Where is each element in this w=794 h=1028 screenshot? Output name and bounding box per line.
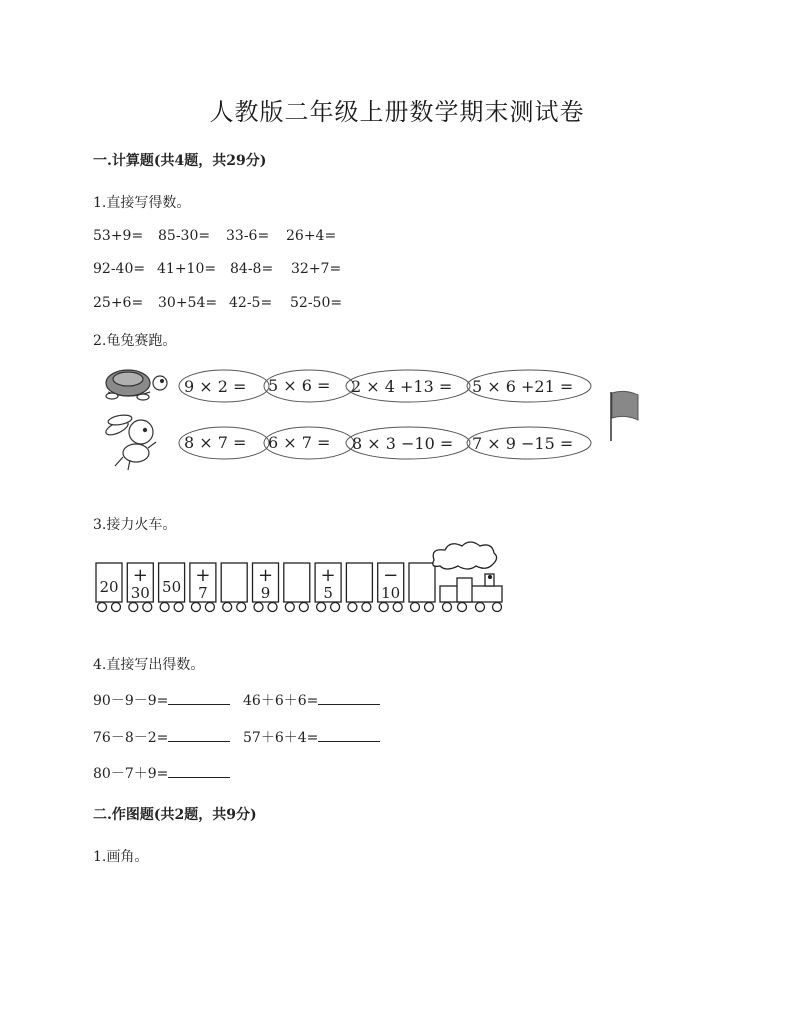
train-car-number: 7 (198, 584, 208, 602)
train-wheel (268, 603, 277, 612)
train-wheel (331, 603, 340, 612)
arith-item: 33-6= (226, 228, 270, 244)
train-car-number: 5 (323, 584, 333, 602)
answer-blank[interactable] (168, 763, 230, 778)
train-car (159, 563, 185, 612)
train-car (96, 563, 122, 612)
arith-item: 26+4= (286, 228, 337, 244)
arith-item: 52-50= (290, 295, 343, 311)
arith-item: 41+10= (157, 261, 217, 277)
train-wheel (317, 603, 326, 612)
train-wheel (254, 603, 263, 612)
train-car-number: 30 (130, 584, 150, 602)
race-expression: 9 × 2 = (184, 377, 247, 396)
train-wheel (160, 603, 169, 612)
train-wheel (143, 603, 152, 612)
fill-item: 80－7＋9= (93, 763, 168, 783)
train-car-operator: + (257, 565, 274, 586)
race-expression: 2 × 4 +13 = (351, 377, 453, 396)
question-5-prompt: 1.画角。 (93, 849, 149, 865)
train-wheel (98, 603, 107, 612)
race-expression: 5 × 6 = (268, 376, 331, 395)
train-car-operator: − (383, 565, 399, 586)
train-wheel (425, 603, 434, 612)
train-car-box (409, 563, 435, 602)
train-wheel (205, 603, 214, 612)
race-expression: 7 × 9 −15 = (472, 434, 574, 453)
train-car-operator: + (132, 565, 148, 586)
train-car-operator: + (320, 565, 336, 586)
train-car-number: 10 (381, 584, 401, 602)
answer-blank[interactable] (318, 727, 380, 742)
arith-item: 32+7= (291, 261, 342, 277)
question-1-prompt: 1.直接写得数。 (93, 195, 191, 211)
locomotive-icon (433, 542, 502, 612)
section-heading-drawing: 二.作图题(共2题，共9分) (93, 807, 257, 823)
race-expression: 5 × 6 +21 = (472, 377, 574, 396)
train-car (378, 563, 404, 612)
arith-item: 92-40= (93, 261, 146, 277)
arith-item: 30+54= (158, 295, 218, 311)
fill-item: 46＋6＋6= (243, 690, 318, 710)
answer-blank[interactable] (318, 690, 380, 705)
turtle-icon (106, 370, 167, 400)
arith-item: 42-5= (229, 295, 273, 311)
question-3-prompt: 3.接力火车。 (93, 517, 177, 533)
train-wheel (348, 603, 357, 612)
train-wheel (191, 603, 200, 612)
train-car-box (221, 563, 247, 602)
race-expression: 6 × 7 = (268, 433, 331, 452)
train-wheel (285, 603, 294, 612)
train-car (346, 563, 372, 612)
arith-item: 85-30= (158, 228, 211, 244)
question-2-prompt: 2.龟兔赛跑。 (93, 333, 177, 349)
answer-blank[interactable] (168, 727, 230, 742)
finish-flag-icon (611, 391, 638, 441)
train-car (284, 563, 310, 612)
train-wheel (237, 603, 246, 612)
train-wheel (411, 603, 420, 612)
train-car (253, 563, 279, 612)
train-car-number: 50 (162, 578, 182, 596)
race-expression: 8 × 3 −10 = (352, 434, 454, 453)
train-wheel (299, 603, 308, 612)
relay-train (96, 563, 435, 612)
train-car (127, 563, 153, 612)
train-car (190, 563, 216, 612)
answer-blank[interactable] (168, 690, 230, 705)
arith-item: 53+9= (93, 228, 144, 244)
train-car-number: 20 (99, 578, 119, 596)
train-car-box (284, 563, 310, 602)
train-wheel (129, 603, 138, 612)
train-wheel (112, 603, 121, 612)
page-title: 人教版二年级上册数学期末测试卷 (209, 98, 585, 126)
train-wheel (393, 603, 402, 612)
arith-item: 25+6= (93, 295, 144, 311)
rabbit-icon (104, 413, 156, 470)
train-wheel (362, 603, 371, 612)
train-car (409, 563, 435, 612)
train-wheel (223, 603, 232, 612)
arith-item: 84-8= (230, 261, 274, 277)
race-expression: 8 × 7 = (184, 433, 247, 452)
fill-item: 76－8－2= (93, 727, 168, 747)
train-wheel (174, 603, 183, 612)
train-car-operator: + (195, 565, 211, 586)
fill-item: 90－9－9= (93, 690, 168, 710)
train-car-box (346, 563, 372, 602)
train-car (221, 563, 247, 612)
section-heading-calculation: 一.计算题(共4题，共29分) (93, 153, 267, 169)
question-4-prompt: 4.直接写出得数。 (93, 657, 205, 673)
train-car-number: 9 (260, 584, 271, 602)
fill-item: 57＋6＋4= (243, 727, 318, 747)
train-wheel (379, 603, 388, 612)
train-car (315, 563, 341, 612)
